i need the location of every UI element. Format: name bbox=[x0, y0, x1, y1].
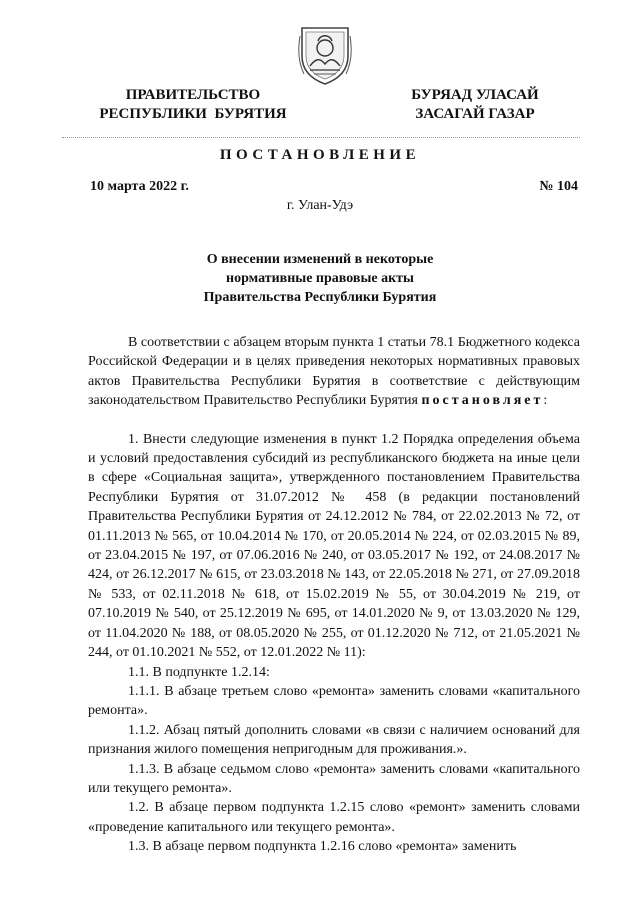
intro-paragraph bbox=[88, 333, 580, 411]
document-number: № 104 bbox=[539, 179, 578, 194]
government-name-russian bbox=[88, 86, 298, 124]
title-line1: О внесении изменений в некоторые bbox=[206, 252, 434, 267]
paragraph-1-1: 1.1. В подпункте 1.2.14: bbox=[128, 664, 270, 680]
header-left-line2: РЕСПУБЛИКИ БУРЯТИЯ bbox=[99, 106, 287, 122]
document-title bbox=[160, 250, 480, 307]
title-line3: Правительства Республики Бурятия bbox=[203, 290, 437, 305]
intro-text: В соответствии с абзацем вторым пункта 1 статьи 78.1 Бюджетного кодекса Российской Федерации и в целях приведения некоторых нормативных правовых актов Правительства Республики Бурятия в соответствие с действующим законодательством Правительство Республики Бурятия bbox=[88, 335, 580, 409]
document-city: г. Улан-Удэ bbox=[286, 198, 354, 213]
header-right-line1: БУРЯАД УЛАСАЙ bbox=[411, 87, 539, 103]
paragraph-1-2: 1.2. В абзаце первом подпункта 1.2.15 слово «ремонт» заменить словами «проведение капитального или текущего ремонта». bbox=[88, 800, 580, 835]
decree-word: постановляет bbox=[421, 393, 544, 409]
header-left-line1: ПРАВИТЕЛЬСТВО bbox=[125, 87, 261, 103]
title-line2: нормативные правовые акты bbox=[226, 271, 414, 286]
paragraph-1-1-1: 1.1.1. В абзаце третьем слово «ремонта» заменить словами «капитального ремонта». bbox=[88, 683, 580, 719]
paragraph-1-3: 1.3. В абзаце первом подпункта 1.2.16 слово «ремонта» заменить bbox=[128, 839, 517, 855]
paragraph-1-1-3: 1.1.3. В абзаце седьмом слово «ремонта» заменить словами «капитального или текущего ремонта». bbox=[88, 761, 580, 796]
header-right-line2: ЗАСАГАЙ ГАЗАР bbox=[415, 106, 535, 122]
paragraph-1: 1. Внести следующие изменения в пункт 1.2 Порядка определения объема и условий предоставления субсидий из республиканского бюджета на иные цели в сфере «Социальная защита», утвержденного постановлением Правительства Республики Бурятия от 31.07.2012 № 458 (в редакции постановлений Правительства Республики Бурятия от 24.12.2012 № 784, от 22.02.2013 № 72, от 01.11.2013 № 565, от 10.04.2014 № 170, от 20.05.2014 № 224, от 02.03.2015 № 89, от 23.04.2015 № 197, от 07.06.2016 № 240, от 03.05.2017 № 192, от 24.08.2017 № 424, от 26.12.2017 № 615, от 23.03.2018 № 143, от 22.05.2018 № 271, от 27.09.2018 № 533, от 02.11.2018 № 618, от 15.02.2019 № 55, от 30.04.2019 № 219, от 07.10.2019 № 540, от 25.12.2019 № 695, от 14.01.2020 № 9, от 13.03.2020 № 129, от 11.04.2020 № 188, от 08.05.2020 № 255, от 01.12.2020 № 712, от 21.05.2021 № 244, от 01.10.2021 № 552, от 12.01.2022 № 11): bbox=[88, 431, 580, 661]
paragraph-1-1-2: 1.1.2. Абзац пятый дополнить словами «в связи с наличием оснований для признания жилого помещения непригодным для проживания.». bbox=[88, 722, 580, 758]
decree-colon: : bbox=[543, 393, 548, 409]
coat-of-arms-icon bbox=[296, 22, 354, 88]
document-date: 10 марта 2022 г. bbox=[90, 179, 189, 194]
document-body bbox=[88, 333, 580, 857]
document-type: ПОСТАНОВЛЕНИЕ bbox=[219, 147, 421, 163]
header-divider bbox=[62, 137, 580, 138]
government-name-buryat bbox=[395, 86, 555, 124]
